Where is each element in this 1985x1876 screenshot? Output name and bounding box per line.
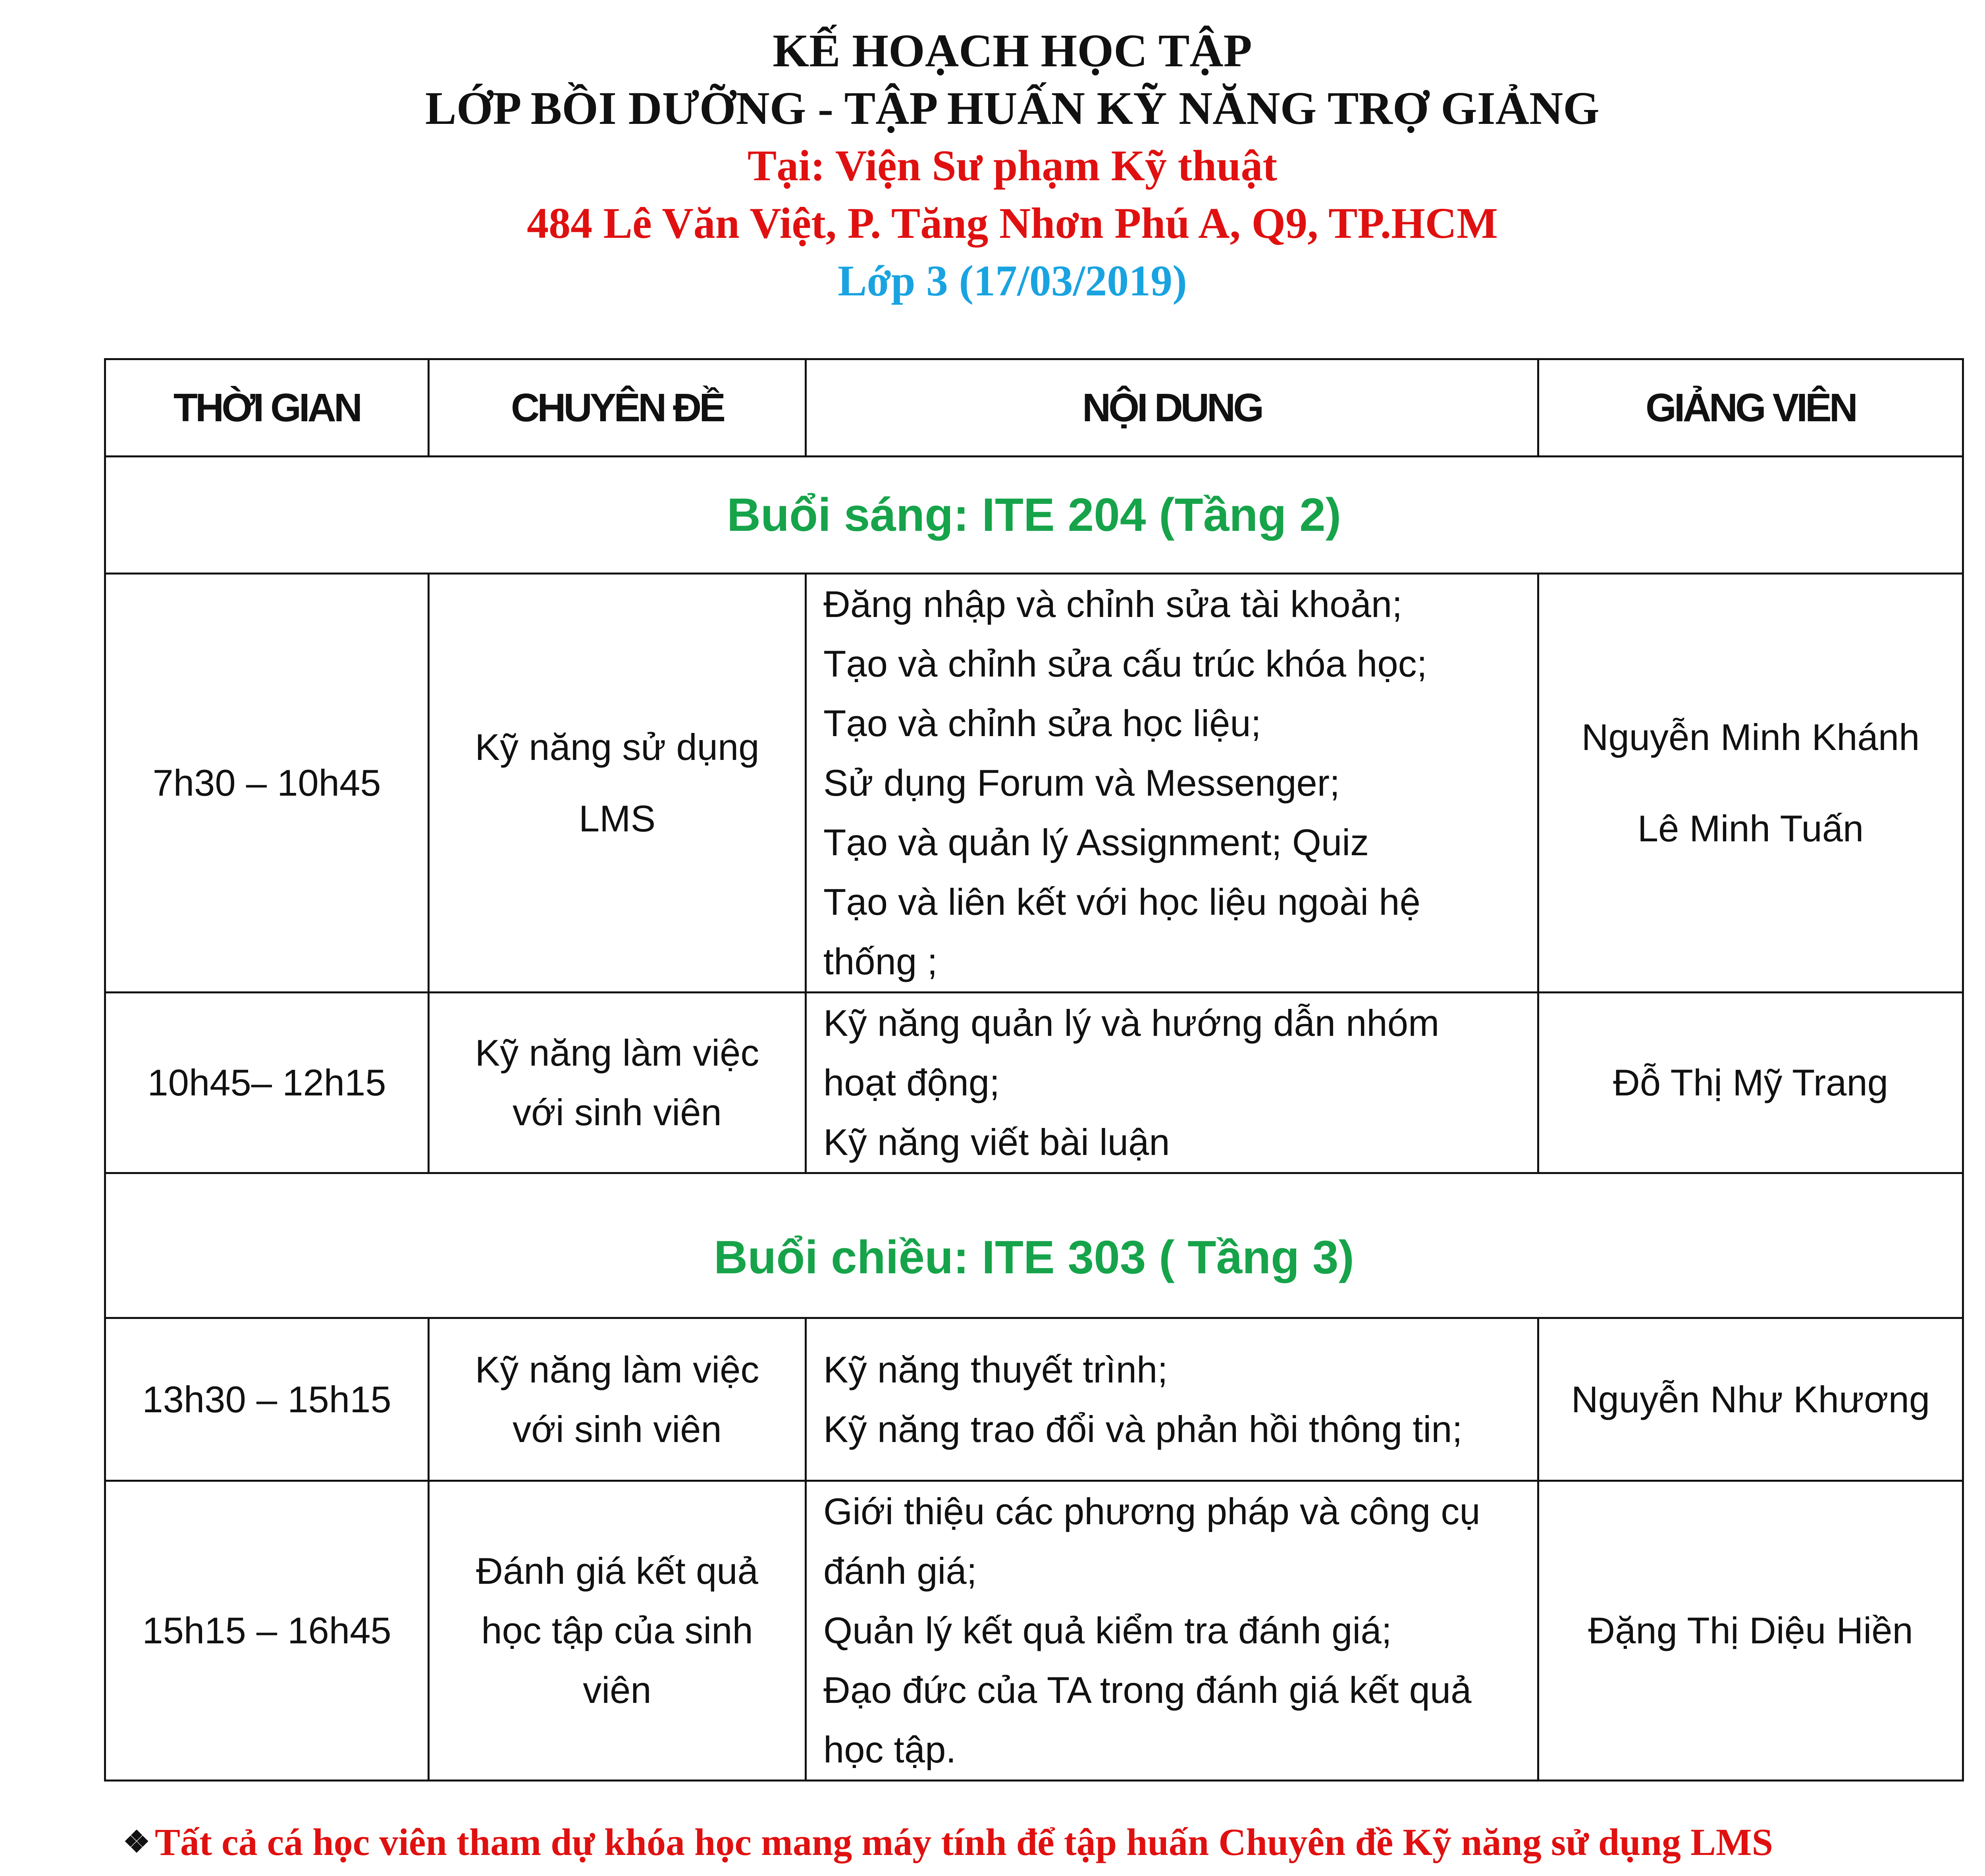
topic-line: với sinh viên — [513, 1091, 722, 1133]
content-cell — [806, 574, 1538, 993]
topic-cell — [429, 1481, 806, 1781]
content-line: Đăng nhập và chỉnh sửa tài khoản; — [823, 583, 1403, 625]
col-header-content: NỘI DUNG — [806, 359, 1538, 457]
lecturer-cell — [1538, 574, 1963, 993]
table-header-row — [105, 359, 1963, 457]
content-line: Sử dụng Forum và Messenger; — [823, 762, 1340, 804]
content-line: Kỹ năng thuyết trình; — [823, 1348, 1168, 1390]
time-cell: 15h15 – 16h45 — [105, 1481, 429, 1781]
session-row-afternoon — [105, 1173, 1963, 1318]
lecturer-cell — [1538, 1318, 1963, 1481]
topic-cell — [429, 1318, 806, 1481]
content-line: Tạo và quản lý Assignment; Quiz — [823, 821, 1369, 863]
time-cell: 10h45– 12h15 — [105, 993, 429, 1173]
plan-title: KẾ HOẠCH HỌC TẬP — [773, 25, 1252, 77]
table-row — [105, 574, 1963, 993]
content-line: hoạt động; — [823, 1062, 1000, 1103]
lecturer-name: Đặng Thị Diệu Hiền — [1588, 1610, 1913, 1651]
topic-line: viên — [583, 1669, 651, 1711]
topic-line: Kỹ năng làm việc — [475, 1348, 759, 1390]
content-line: đánh giá; — [823, 1550, 977, 1592]
content-line: Kỹ năng trao đổi và phản hồi thông tin; — [823, 1408, 1463, 1450]
course-subtitle: LỚP BỒI DƯỠNG - TẬP HUẤN KỸ NĂNG TRỢ GIẢNG — [425, 82, 1600, 134]
content-cell — [806, 1481, 1538, 1781]
footnote — [123, 1816, 1985, 1868]
time-cell: 7h30 – 10h45 — [105, 574, 429, 993]
col-header-lecturer: GIẢNG VIÊN — [1538, 359, 1963, 457]
address-line: 484 Lê Văn Việt, P. Tăng Nhơn Phú A, Q9, TP.HCM — [527, 199, 1498, 247]
footnote-text: Tất cả cá học viên tham dự khóa học mang máy tính để tập huấn Chuyên đề Kỹ năng sử dụng LMS — [155, 1821, 1773, 1863]
col-header-time: THỜI GIAN — [105, 359, 429, 457]
topic-line: với sinh viên — [513, 1408, 722, 1450]
table-row — [105, 1481, 1963, 1781]
content-line: Giới thiệu các phương pháp và công cụ — [823, 1490, 1480, 1532]
content-cell — [806, 1318, 1538, 1481]
col-header-topic: CHUYÊN ĐỀ — [429, 359, 806, 457]
time-cell: 13h30 – 15h15 — [105, 1318, 429, 1481]
lecturer-cell — [1538, 1481, 1963, 1781]
content-line: Tạo và chỉnh sửa học liệu; — [823, 702, 1261, 744]
topic-cell — [429, 574, 806, 993]
venue-line: Tại: Viện Sư phạm Kỹ thuật — [747, 141, 1278, 190]
content-line: Đạo đức của TA trong đánh giá kết quả — [823, 1669, 1472, 1711]
content-line: Quản lý kết quả kiểm tra đánh giá; — [823, 1610, 1392, 1651]
content-line: thống ; — [823, 941, 938, 982]
document-header — [0, 22, 1985, 310]
topic-line: Kỹ năng làm việc — [475, 1032, 759, 1074]
content-line: Kỹ năng viết bài luận — [823, 1121, 1170, 1163]
content-line: học tập. — [823, 1729, 956, 1770]
session-label: Buổi chiều: ITE 303 ( Tầng 3) — [105, 1173, 1963, 1318]
topic-line: LMS — [578, 798, 656, 839]
topic-line: Đánh giá kết quả — [476, 1550, 758, 1592]
content-line: Tạo và liên kết với học liệu ngoài hệ — [823, 881, 1420, 923]
schedule-table — [104, 358, 1964, 1782]
session-label: Buổi sáng: ITE 204 (Tầng 2) — [105, 457, 1963, 574]
topic-line: học tập của sinh — [481, 1610, 753, 1651]
lecturer-name: Nguyễn Như Khương — [1571, 1378, 1930, 1420]
topic-cell — [429, 993, 806, 1173]
lecturer-cell — [1538, 993, 1963, 1173]
session-row-morning — [105, 457, 1963, 574]
diamond-bullet-icon: ❖ — [123, 1826, 150, 1859]
content-line: Kỹ năng quản lý và hướng dẫn nhóm — [823, 1002, 1440, 1044]
content-cell — [806, 993, 1538, 1173]
lecturer-name: Nguyễn Minh Khánh — [1581, 716, 1920, 758]
topic-line: Kỹ năng sử dụng — [475, 726, 759, 768]
lecturer-name: Đỗ Thị Mỹ Trang — [1613, 1062, 1889, 1103]
content-line: Tạo và chỉnh sửa cấu trúc khóa học; — [823, 643, 1427, 684]
table-row — [105, 1318, 1963, 1481]
lecturer-name: Lê Minh Tuấn — [1637, 808, 1864, 849]
class-date-line: Lớp 3 (17/03/2019) — [838, 256, 1187, 305]
table-row — [105, 993, 1963, 1173]
